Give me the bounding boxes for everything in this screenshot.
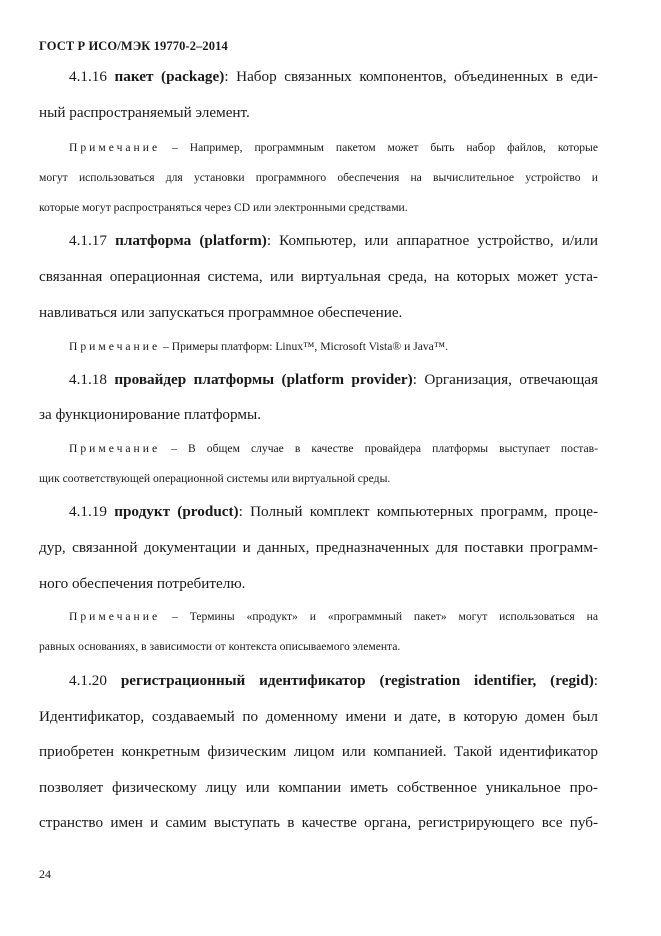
term-title: пакет (package) xyxy=(114,68,225,85)
page-number: 24 xyxy=(39,867,51,881)
term-4-1-20-line-3: приобретен конкретным физическим лицом или компанией. Такой идентификатор xyxy=(39,743,598,760)
term-number: 4.1.19 xyxy=(69,503,107,520)
note-4-1-19-line-2: равных основаниях, в зависимости от контекста описываемого элемента. xyxy=(39,640,401,653)
term-4-1-19-line-3: ного обеспечения потребителю. xyxy=(39,575,246,592)
term-4-1-16-line-1: 4.1.16 пакет (package): Набор связанных компонентов, объединенных в еди- xyxy=(69,68,599,85)
note-4-1-19-line-1: Примечание – Термины «продукт» и «программный пакет» могут использоваться на xyxy=(69,610,598,623)
note-label: Примечание xyxy=(69,340,161,353)
term-title: провайдер платформы (platform provider) xyxy=(114,371,413,388)
document-header: ГОСТ Р ИСО/МЭК 19770-2–2014 xyxy=(39,39,228,53)
term-number: 4.1.20 xyxy=(69,672,107,689)
note-4-1-16-line-2: могут использоваться для установки программного обеспечения на вычислительное устройство и xyxy=(39,171,598,184)
note-4-1-16-line-3: которые могут распространяться через CD или электронными средствами. xyxy=(39,201,408,214)
term-title: регистрационный идентификатор (registration identifier, (regid) xyxy=(120,672,594,689)
term-4-1-20-line-5: странство имен и самим выступать в качестве органа, регистрирующего все пуб- xyxy=(39,814,598,831)
term-4-1-16-line-2: ный распространяемый элемент. xyxy=(39,104,250,121)
term-number: 4.1.18 xyxy=(69,371,107,388)
note-label: Примечание xyxy=(69,141,161,154)
term-number: 4.1.17 xyxy=(69,232,107,249)
note-4-1-17-line-1: Примечание – Примеры платформ: Linux™, Microsoft Vista® и Java™. xyxy=(69,340,449,353)
term-4-1-17-line-3: навливаться или запускаться программное обеспечение. xyxy=(39,304,403,321)
term-4-1-17-line-1: 4.1.17 платформа (platform): Компьютер, или аппаратное устройство, и/или xyxy=(69,232,599,249)
note-4-1-18-line-2: щик соответствующей операционной системы или виртуальной среды. xyxy=(39,472,391,485)
term-4-1-17-line-2: связанная операционная система, или виртуальная среда, на которых может уста- xyxy=(39,268,598,285)
term-4-1-20-line-1: 4.1.20 регистрационный идентификатор (registration identifier, (regid): xyxy=(69,672,598,689)
term-title: платформа (platform) xyxy=(115,232,267,249)
note-label: Примечание xyxy=(69,610,161,623)
term-4-1-18-line-2: за функционирование платформы. xyxy=(39,406,261,423)
term-4-1-20-line-4: позволяет физическому лицу или компании иметь собственное уникальное про- xyxy=(39,779,598,796)
term-4-1-18-line-1: 4.1.18 провайдер платформы (platform provider): Организация, отвечающая xyxy=(69,371,598,388)
note-label: Примечание xyxy=(69,442,161,455)
note-4-1-18-line-1: Примечание – В общем случае в качестве провайдера платформы выступает постав- xyxy=(69,442,598,455)
term-title: продукт (product) xyxy=(114,503,239,520)
note-4-1-16-line-1: Примечание – Например, программным пакетом может быть набор файлов, которые xyxy=(69,141,598,154)
term-4-1-19-line-2: дур, связанной документации и данных, предназначенных для поставки программ- xyxy=(39,539,598,556)
term-4-1-20-line-2: Идентификатор, создаваемый по доменному имени и дате, в которую домен был xyxy=(39,708,598,725)
term-number: 4.1.16 xyxy=(69,68,107,85)
term-4-1-19-line-1: 4.1.19 продукт (product): Полный комплект компьютерных программ, проце- xyxy=(69,503,599,520)
